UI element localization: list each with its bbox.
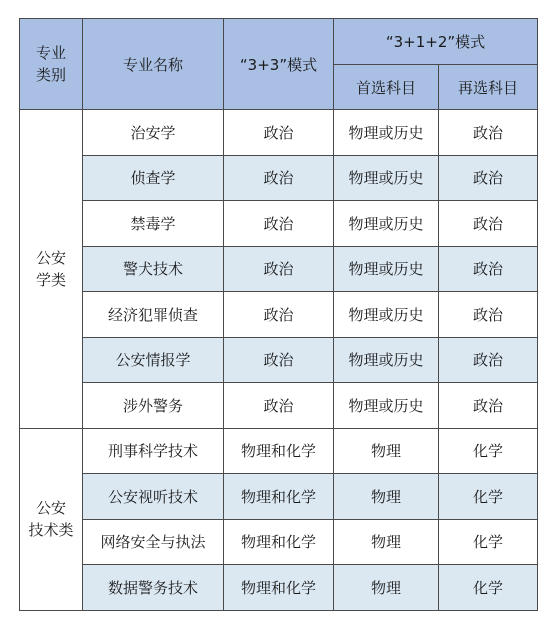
- reselect-cell: 化学: [439, 474, 538, 520]
- table-row: [20, 201, 538, 247]
- first-choice-cell: 物理或历史: [334, 246, 439, 292]
- table-row: [20, 428, 538, 474]
- first-choice-cell: 物理或历史: [334, 155, 439, 201]
- reselect-cell: 化学: [439, 565, 538, 611]
- mode-3-3-cell: 物理和化学: [224, 428, 334, 474]
- reselect-cell: 政治: [439, 337, 538, 383]
- reselect-cell: 政治: [439, 292, 538, 338]
- reselect-cell: 政治: [439, 246, 538, 292]
- reselect-cell: 政治: [439, 155, 538, 201]
- reselect-cell: 政治: [439, 201, 538, 247]
- reselect-cell: 政治: [439, 110, 538, 156]
- major-name-cell: 涉外警务: [83, 383, 224, 429]
- major-name-cell: 公安视听技术: [83, 474, 224, 520]
- subject-requirements-table-container: [19, 18, 537, 608]
- mode-3-3-cell: 政治: [224, 246, 334, 292]
- table-row: [20, 246, 538, 292]
- major-name-cell: 公安情报学: [83, 337, 224, 383]
- table-row: [20, 474, 538, 520]
- major-name-cell: 刑事科学技术: [83, 428, 224, 474]
- category-line: 技术类: [28, 521, 74, 539]
- category-cell: [20, 110, 83, 429]
- header-first-choice: 首选科目: [334, 65, 439, 110]
- first-choice-cell: 物理或历史: [334, 292, 439, 338]
- mode-3-3-cell: 物理和化学: [224, 519, 334, 565]
- first-choice-cell: 物理: [334, 428, 439, 474]
- first-choice-cell: 物理或历史: [334, 337, 439, 383]
- mode-3-3-cell: 政治: [224, 201, 334, 247]
- mode-3-3-cell: 政治: [224, 155, 334, 201]
- category-line: 公安: [35, 248, 66, 267]
- table-row: [20, 565, 538, 611]
- mode-3-3-cell: 政治: [224, 337, 334, 383]
- mode-3-3-cell: 政治: [224, 383, 334, 429]
- table-row: [20, 155, 538, 201]
- first-choice-cell: 物理: [334, 519, 439, 565]
- table-row: [20, 383, 538, 429]
- reselect-cell: 化学: [439, 519, 538, 565]
- major-name-cell: 治安学: [83, 110, 224, 156]
- major-name-cell: 警犬技术: [83, 246, 224, 292]
- table-row: [20, 519, 538, 565]
- reselect-cell: 政治: [439, 383, 538, 429]
- mode-3-3-cell: 政治: [224, 292, 334, 338]
- table-row: [20, 337, 538, 383]
- header-category-line-1: 专业: [35, 44, 66, 62]
- header-mode-3-3: “3+3”模式: [224, 19, 334, 110]
- header-reselect: 再选科目: [439, 65, 538, 110]
- first-choice-cell: 物理或历史: [334, 110, 439, 156]
- mode-3-3-cell: 物理和化学: [224, 474, 334, 520]
- major-name-cell: 数据警务技术: [83, 565, 224, 611]
- header-major-name: 专业名称: [83, 19, 224, 110]
- first-choice-cell: 物理: [334, 565, 439, 611]
- major-name-cell: 网络安全与执法: [83, 519, 224, 565]
- reselect-cell: 化学: [439, 428, 538, 474]
- table-row: [20, 292, 538, 338]
- table-body: [20, 110, 538, 611]
- first-choice-cell: 物理或历史: [334, 383, 439, 429]
- major-name-cell: 侦查学: [83, 155, 224, 201]
- major-name-cell: 禁毒学: [83, 201, 224, 247]
- mode-3-3-cell: 政治: [224, 110, 334, 156]
- major-name-cell: 经济犯罪侦查: [83, 292, 224, 338]
- header-category: [20, 19, 83, 110]
- header-mode-3-1-2: “3+1+2”模式: [334, 19, 538, 65]
- header-category-line-2: 类别: [35, 66, 66, 84]
- category-line: 公安: [35, 499, 66, 517]
- table-row: [20, 110, 538, 156]
- category-cell: [20, 428, 83, 610]
- table-header: [20, 19, 538, 110]
- first-choice-cell: 物理或历史: [334, 201, 439, 247]
- first-choice-cell: 物理: [334, 474, 439, 520]
- subject-requirements-table: [19, 18, 538, 611]
- category-line: 学类: [35, 270, 66, 289]
- mode-3-3-cell: 物理和化学: [224, 565, 334, 611]
